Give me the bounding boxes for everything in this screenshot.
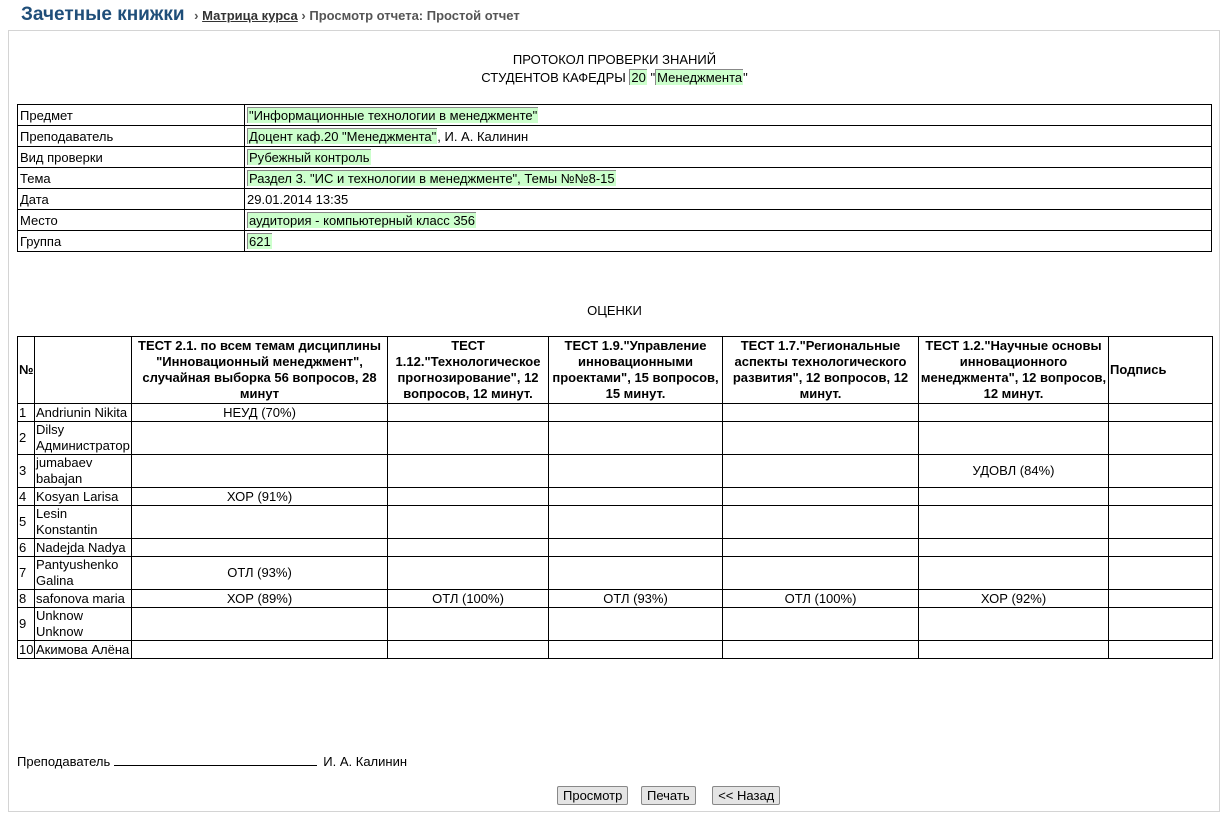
- app-title[interactable]: Зачетные книжки: [21, 4, 185, 25]
- info-label: Дата: [18, 189, 245, 210]
- grade-cell: ХОР (89%): [132, 590, 388, 608]
- info-label: Преподаватель: [18, 126, 245, 147]
- grade-cell: [723, 506, 919, 539]
- signature-label: Преподаватель: [17, 754, 111, 769]
- signature-blank: [114, 753, 317, 766]
- table-row: [18, 641, 1213, 659]
- info-value-cell: [245, 210, 1212, 231]
- breadcrumb-link-course-matrix[interactable]: Матрица курса: [202, 8, 298, 23]
- grade-cell: [388, 488, 549, 506]
- grade-cell: [549, 404, 723, 422]
- info-row: [18, 168, 1212, 189]
- grade-cell: [132, 539, 388, 557]
- signature-cell: [1109, 404, 1213, 422]
- signature-cell: [1109, 506, 1213, 539]
- quote-close: ": [743, 70, 748, 85]
- student-name: Andriunin Nikita: [35, 404, 132, 422]
- grade-cell: [388, 404, 549, 422]
- table-row: [18, 506, 1213, 539]
- grade-cell: [723, 404, 919, 422]
- grade-cell: [723, 557, 919, 590]
- grade-cell: [723, 455, 919, 488]
- breadcrumb-separator: ›: [301, 8, 306, 23]
- grade-cell: [919, 506, 1109, 539]
- info-value-cell: [245, 189, 1212, 210]
- grade-cell: [549, 506, 723, 539]
- grade-cell: УДОВЛ (84%): [919, 455, 1109, 488]
- grade-cell: [132, 608, 388, 641]
- info-label: Тема: [18, 168, 245, 189]
- info-value: Раздел 3. "ИС и технологии в менеджменте", Темы №№8-15: [249, 170, 615, 186]
- student-name: Dilsy Администратор: [36, 422, 130, 453]
- row-number: 7: [18, 557, 35, 590]
- department-name: Менеджмента: [657, 70, 743, 85]
- row-number: 6: [18, 539, 35, 557]
- info-value: аудитория - компьютерный класс 356: [249, 212, 476, 228]
- grades-table: [17, 336, 1213, 659]
- grade-cell: [919, 539, 1109, 557]
- grade-cell: [919, 488, 1109, 506]
- info-value-cell: [245, 105, 1212, 126]
- grade-cell: [388, 608, 549, 641]
- grade-cell: [919, 422, 1109, 455]
- signature-cell: [1109, 557, 1213, 590]
- info-value: Рубежный контроль: [249, 149, 370, 165]
- info-label: Предмет: [18, 105, 245, 126]
- protocol-title-line1: ПРОТОКОЛ ПРОВЕРКИ ЗНАНИЙ: [512, 52, 717, 67]
- grade-cell: [132, 455, 388, 488]
- table-row: [18, 404, 1213, 422]
- info-row: [18, 231, 1212, 252]
- row-number: 1: [18, 404, 35, 422]
- quote-open: ": [650, 70, 656, 85]
- grade-cell: ХОР (91%): [132, 488, 388, 506]
- signature-cell: [1109, 641, 1213, 659]
- info-value-cell: [245, 168, 1212, 189]
- column-header-test: ТЕСТ 1.12."Технологическое прогнозирование", 12 вопросов, 12 минут.: [388, 337, 549, 404]
- column-header-test: ТЕСТ 1.7."Региональные аспекты технологического развития", 12 вопросов, 12 минут.: [723, 337, 919, 404]
- info-label: Группа: [18, 231, 245, 252]
- info-label: Место: [18, 210, 245, 231]
- grade-cell: [549, 608, 723, 641]
- info-value: 29.01.2014 13:35: [247, 191, 349, 207]
- grade-cell: [388, 641, 549, 659]
- grade-cell: ОТЛ (100%): [723, 590, 919, 608]
- grade-cell: [549, 488, 723, 506]
- student-name: Kosyan Larisa: [35, 488, 132, 506]
- student-name: Pantyushenko Galina: [35, 557, 132, 590]
- signature-cell: [1109, 539, 1213, 557]
- table-row: [18, 455, 1213, 488]
- column-header-signature: Подпись: [1109, 337, 1213, 404]
- row-number: 8: [18, 590, 35, 608]
- grade-cell: [132, 506, 388, 539]
- info-label: Вид проверки: [18, 147, 245, 168]
- grade-cell: [388, 539, 549, 557]
- student-name: safonova maria: [35, 590, 132, 608]
- student-name: Lesin Konstantin: [35, 506, 132, 539]
- info-table: [17, 104, 1212, 252]
- table-row: [18, 539, 1213, 557]
- signature-cell: [1109, 488, 1213, 506]
- info-row: [18, 147, 1212, 168]
- grade-cell: [549, 455, 723, 488]
- grade-cell: [723, 641, 919, 659]
- department-number: 20: [631, 70, 646, 85]
- grade-cell: [723, 488, 919, 506]
- grade-cell: [388, 506, 549, 539]
- info-row: [18, 189, 1212, 210]
- student-name: Nadejda Nadya: [35, 539, 132, 557]
- grade-cell: [919, 641, 1109, 659]
- grade-cell: [549, 557, 723, 590]
- grade-cell: [132, 422, 388, 455]
- grades-title: ОЦЕНКИ: [587, 303, 642, 318]
- grade-cell: [723, 608, 919, 641]
- info-value-cell: [245, 126, 1212, 147]
- grade-cell: [388, 455, 549, 488]
- protocol-title-line2: [0, 70, 1229, 85]
- column-header-test: ТЕСТ 1.2."Научные основы инновационного менеджмента", 12 вопросов, 12 минут.: [919, 337, 1109, 404]
- signature-name: И. А. Калинин: [323, 754, 408, 769]
- row-number: 5: [18, 506, 35, 539]
- grade-cell: ОТЛ (93%): [132, 557, 388, 590]
- student-name: Unknow Unknow: [35, 608, 132, 641]
- table-row: [18, 488, 1213, 506]
- info-value: "Информационные технологии в менеджменте": [249, 107, 538, 123]
- grade-cell: [919, 557, 1109, 590]
- protocol-prefix: СТУДЕНТОВ КАФЕДРЫ: [481, 70, 626, 85]
- info-value-cell: [245, 147, 1212, 168]
- signature-cell: [1109, 455, 1213, 488]
- signature-cell: [1109, 590, 1213, 608]
- info-value: 621: [249, 233, 271, 249]
- breadcrumb-separator: ›: [194, 8, 199, 23]
- breadcrumb-current: Просмотр отчета: Простой отчет: [309, 8, 520, 23]
- grade-cell: ОТЛ (100%): [388, 590, 549, 608]
- row-number: 9: [18, 608, 35, 641]
- grades-header-row: [18, 337, 1213, 404]
- grade-cell: [549, 422, 723, 455]
- action-buttons: [557, 786, 789, 805]
- student-name: jumabaev babajan: [35, 455, 132, 488]
- grade-cell: [549, 641, 723, 659]
- row-number: 4: [18, 488, 35, 506]
- info-row: [18, 105, 1212, 126]
- info-row: [18, 126, 1212, 147]
- page-header: [21, 4, 520, 26]
- grade-cell: [919, 404, 1109, 422]
- table-row: [18, 557, 1213, 590]
- row-number: 10: [19, 641, 34, 657]
- signature-line: [17, 753, 407, 769]
- grade-cell: [388, 557, 549, 590]
- table-row: [18, 422, 1213, 455]
- grade-cell: ХОР (92%): [919, 590, 1109, 608]
- grade-cell: НЕУД (70%): [132, 404, 388, 422]
- signature-cell: [1109, 608, 1213, 641]
- info-extra: , И. А. Калинин: [437, 128, 529, 144]
- back-button[interactable]: << Назад: [712, 786, 780, 805]
- grade-cell: [388, 422, 549, 455]
- grade-cell: [919, 608, 1109, 641]
- info-value: Доцент каф.20 "Менеджмента": [249, 128, 437, 144]
- breadcrumb: [194, 8, 520, 23]
- info-value-cell: [245, 231, 1212, 252]
- grade-cell: [723, 539, 919, 557]
- grade-cell: [549, 539, 723, 557]
- grade-cell: [132, 641, 388, 659]
- row-number: 2: [18, 422, 35, 455]
- column-header-test: ТЕСТ 1.9."Управление инновационными проектами", 15 вопросов, 15 минут.: [549, 337, 723, 404]
- print-button[interactable]: Печать: [641, 786, 696, 805]
- column-header-number: №: [18, 337, 35, 404]
- signature-cell: [1109, 422, 1213, 455]
- column-header-name: [35, 337, 132, 404]
- table-row: [18, 608, 1213, 641]
- row-number: 3: [18, 455, 35, 488]
- view-button[interactable]: Просмотр: [557, 786, 628, 805]
- column-header-test: ТЕСТ 2.1. по всем темам дисциплины "Инновационный менеджмент", случайная выборка 56 вопросов, 28 минут: [132, 337, 388, 404]
- grade-cell: ОТЛ (93%): [549, 590, 723, 608]
- table-row: [18, 590, 1213, 608]
- student-name: Акимова Алёна: [35, 641, 132, 659]
- info-row: [18, 210, 1212, 231]
- grade-cell: [723, 422, 919, 455]
